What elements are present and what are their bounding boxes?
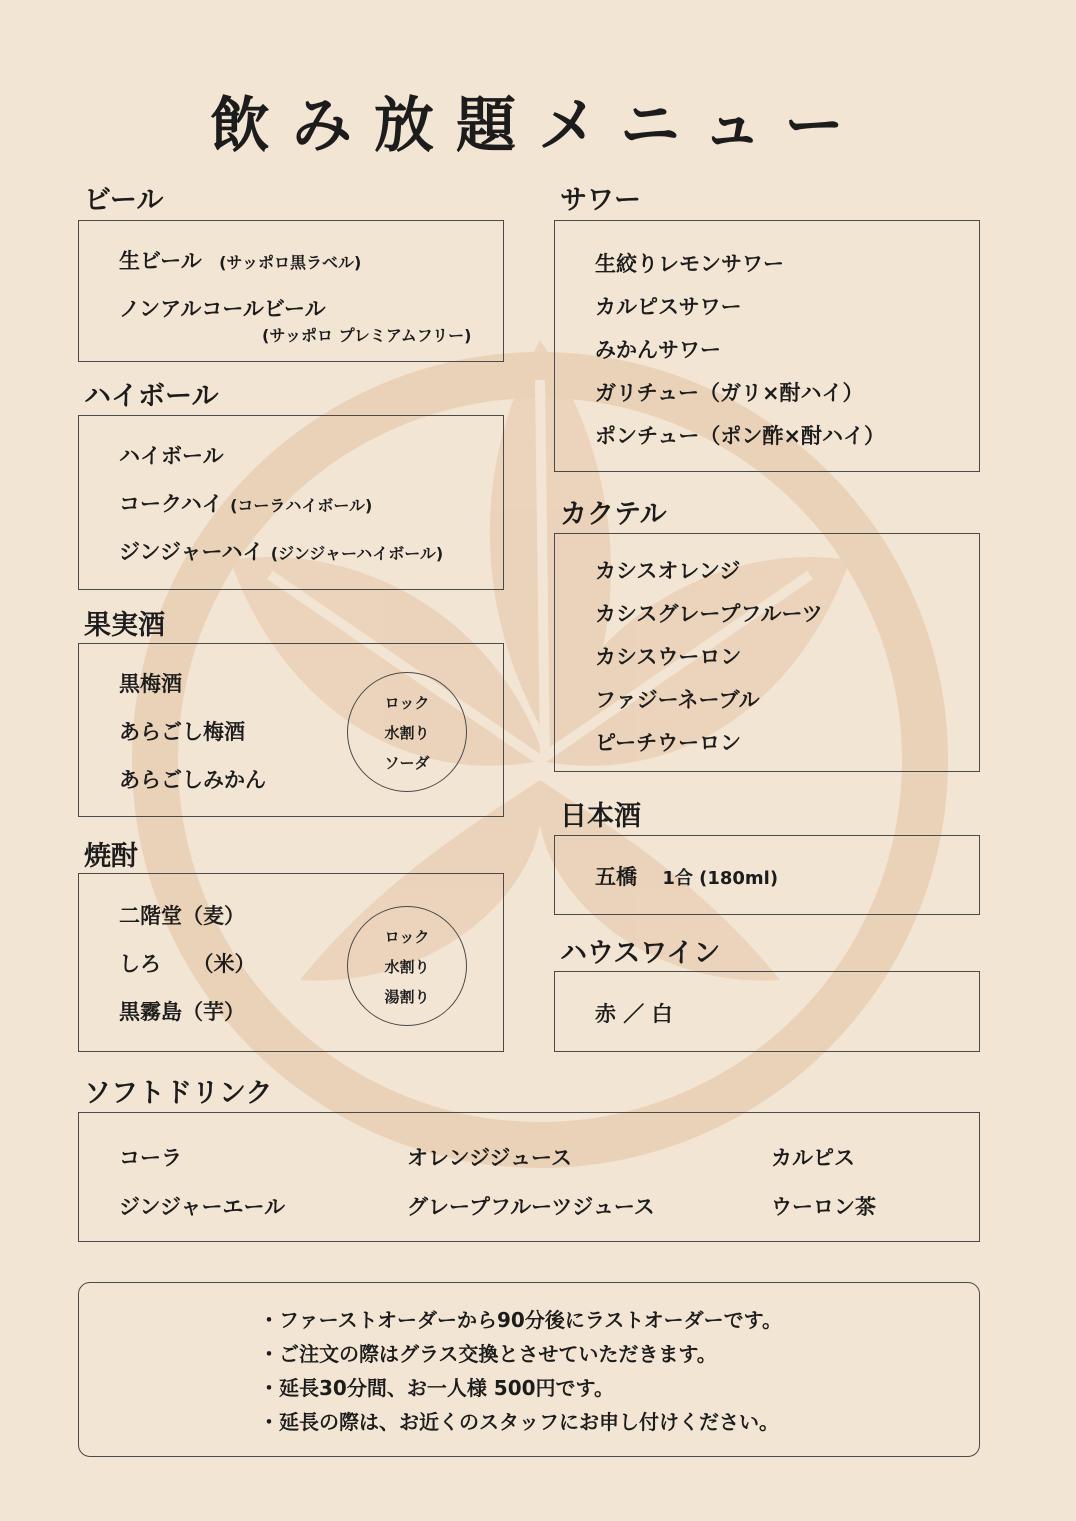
serving-style: ロック [384, 693, 430, 712]
soft-drink-item: ジンジャーエール [119, 1195, 286, 1219]
sake-item-label: 五橋 [595, 865, 637, 889]
shochu-box [78, 873, 504, 1052]
wine-heading: ハウスワイン [560, 938, 721, 969]
serving-style: 水割り [384, 723, 430, 742]
soft-drink-item: ウーロン茶 [771, 1195, 876, 1219]
highball-item [119, 536, 443, 566]
shochu-item: しろ （米） [119, 952, 256, 976]
sake-item [595, 861, 778, 891]
cocktail-item: ピーチウーロン [595, 731, 742, 755]
notice-line: ・延長30分間、お一人様 500円です。 [259, 1376, 614, 1400]
notice-box [78, 1282, 980, 1457]
highball-item-label: コークハイ [119, 492, 223, 516]
beer-item-label: 生ビール [119, 249, 202, 273]
soft-drink-item: グレープフルーツジュース [407, 1195, 655, 1219]
soft-drink-item: コーラ [119, 1146, 182, 1170]
sour-item: ガリチュー（ガリ×酎ハイ） [595, 381, 864, 405]
fruit-liquor-item: あらごしみかん [119, 768, 266, 792]
shochu-item: 黒霧島（芋） [119, 1000, 245, 1024]
beer-item [119, 245, 361, 275]
soft-drinks-box [78, 1112, 980, 1242]
serving-style: 湯割り [384, 987, 430, 1006]
highball-item-label: ジンジャーハイ [119, 540, 264, 564]
sake-box [554, 835, 980, 915]
sour-item: みかんサワー [595, 338, 721, 362]
cocktail-item: カシスウーロン [595, 645, 742, 669]
shochu-heading: 焼酎 [84, 841, 138, 872]
shochu-item: 二階堂（麦） [119, 904, 245, 928]
wine-box [554, 971, 980, 1052]
serving-style-circle [347, 672, 467, 792]
highball-item: ハイボール [119, 444, 224, 468]
highball-item [119, 488, 372, 518]
serving-style-circle [347, 906, 467, 1026]
soft-drink-item: カルピス [771, 1146, 855, 1170]
fruit-liquor-item: あらごし梅酒 [119, 720, 245, 744]
sour-item: ポンチュー（ポン酢×酎ハイ） [595, 424, 885, 448]
beer-item-note: (サッポロ プレミアムフリー) [262, 326, 472, 345]
sour-item: 生絞りレモンサワー [595, 252, 784, 276]
sour-box [554, 220, 980, 472]
sour-item: カルピスサワー [595, 295, 742, 319]
fruit-liquor-heading: 果実酒 [84, 610, 165, 641]
cocktail-item: カシスグレープフルーツ [595, 602, 823, 626]
sake-item-note: 1合 (180ml) [662, 868, 779, 889]
sake-heading: 日本酒 [560, 801, 641, 832]
notice-line: ・ファーストオーダーから90分後にラストオーダーです。 [259, 1308, 783, 1332]
sour-heading: サワー [560, 185, 641, 216]
fruit-liquor-item: 黒梅酒 [119, 672, 182, 696]
cocktail-heading: カクテル [560, 499, 667, 530]
notice-line: ・延長の際は、お近くのスタッフにお申し付けください。 [259, 1410, 779, 1434]
beer-heading: ビール [84, 185, 164, 216]
beer-box [78, 220, 504, 362]
cocktail-item: ファジーネーブル [595, 688, 760, 712]
beer-item-note: (サッポロ黒ラベル) [219, 253, 362, 272]
highball-heading: ハイボール [84, 381, 219, 412]
notice-list [259, 1303, 782, 1439]
serving-style: ロック [384, 927, 430, 946]
soft-drinks-heading: ソフトドリンク [84, 1078, 273, 1109]
beer-item-label: ノンアルコールビール [119, 297, 326, 321]
highball-item-note: (コーラハイボール) [230, 496, 373, 515]
serving-style: 水割り [384, 957, 430, 976]
serving-style: ソーダ [384, 753, 430, 772]
cocktail-box [554, 533, 980, 772]
fruit-liquor-box [78, 643, 504, 817]
soft-drink-item: オレンジジュース [407, 1146, 572, 1170]
highball-box [78, 415, 504, 590]
wine-item: 赤 ／ 白 [595, 1002, 673, 1026]
page-title: 飲み放題メニュー [210, 91, 866, 161]
highball-item-note: (ジンジャーハイボール) [270, 544, 444, 563]
cocktail-item: カシスオレンジ [595, 559, 741, 583]
notice-line: ・ご注文の際はグラス交換とさせていただきます。 [259, 1342, 717, 1366]
